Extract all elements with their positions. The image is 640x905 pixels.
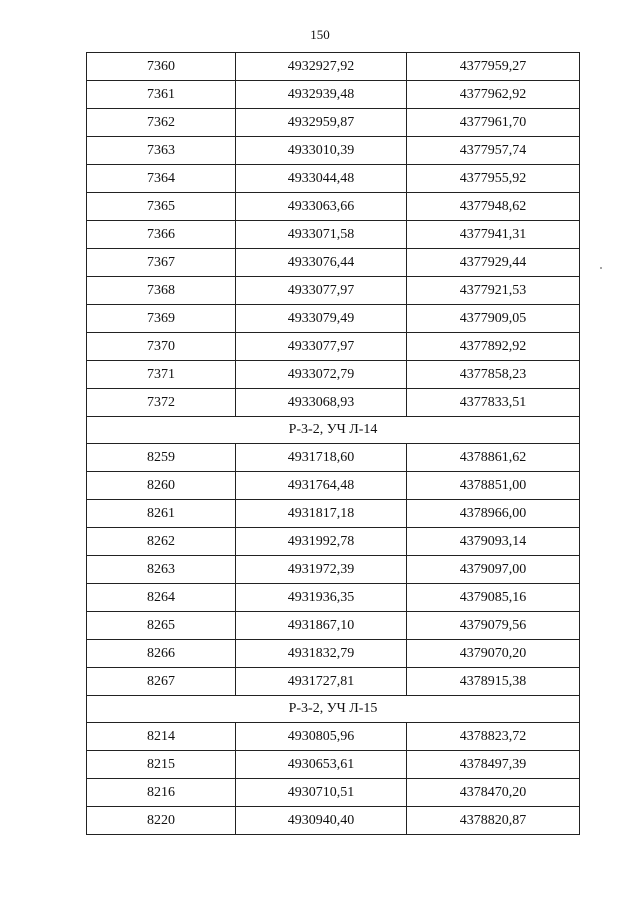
point-number-cell: 7371	[87, 361, 236, 389]
y-coordinate-cell: 4378861,62	[407, 444, 580, 472]
x-coordinate-cell: 4932927,92	[236, 53, 407, 81]
y-coordinate-cell: 4378820,87	[407, 807, 580, 835]
x-coordinate-cell: 4931972,39	[236, 556, 407, 584]
x-coordinate-cell: 4931832,79	[236, 640, 407, 668]
x-coordinate-cell: 4933071,58	[236, 221, 407, 249]
table-row	[87, 584, 580, 612]
point-number-cell: 7363	[87, 137, 236, 165]
y-coordinate-cell: 4379097,00	[407, 556, 580, 584]
y-coordinate-cell: 4377858,23	[407, 361, 580, 389]
point-number-cell: 8264	[87, 584, 236, 612]
y-coordinate-cell: 4377948,62	[407, 193, 580, 221]
point-number-cell: 8267	[87, 668, 236, 696]
point-number-cell: 7364	[87, 165, 236, 193]
point-number-cell: 7368	[87, 277, 236, 305]
point-number-cell: 7365	[87, 193, 236, 221]
point-number-cell: 8263	[87, 556, 236, 584]
point-number-cell: 7362	[87, 109, 236, 137]
point-number-cell: 7369	[87, 305, 236, 333]
section-header-label: Р-3-2, УЧ Л-15	[87, 696, 580, 723]
x-coordinate-cell: 4933044,48	[236, 165, 407, 193]
table-row	[87, 165, 580, 193]
table-row	[87, 500, 580, 528]
table-row	[87, 779, 580, 807]
point-number-cell: 8262	[87, 528, 236, 556]
table-row	[87, 528, 580, 556]
table-row	[87, 361, 580, 389]
point-number-cell: 8220	[87, 807, 236, 835]
table-row	[87, 193, 580, 221]
point-number-cell: 8266	[87, 640, 236, 668]
section-header-row	[87, 417, 580, 444]
x-coordinate-cell: 4930805,96	[236, 723, 407, 751]
y-coordinate-cell: 4378915,38	[407, 668, 580, 696]
y-coordinate-cell: 4379070,20	[407, 640, 580, 668]
y-coordinate-cell: 4378497,39	[407, 751, 580, 779]
y-coordinate-cell: 4379085,16	[407, 584, 580, 612]
x-coordinate-cell: 4932959,87	[236, 109, 407, 137]
coordinates-table-body	[87, 53, 580, 835]
y-coordinate-cell: 4378823,72	[407, 723, 580, 751]
table-row	[87, 249, 580, 277]
x-coordinate-cell: 4931764,48	[236, 472, 407, 500]
point-number-cell: 8259	[87, 444, 236, 472]
x-coordinate-cell: 4933010,39	[236, 137, 407, 165]
x-coordinate-cell: 4931936,35	[236, 584, 407, 612]
table-row	[87, 137, 580, 165]
y-coordinate-cell: 4377909,05	[407, 305, 580, 333]
y-coordinate-cell: 4377955,92	[407, 165, 580, 193]
y-coordinate-cell: 4378470,20	[407, 779, 580, 807]
y-coordinate-cell: 4377962,92	[407, 81, 580, 109]
section-header-row	[87, 696, 580, 723]
y-coordinate-cell: 4378966,00	[407, 500, 580, 528]
table-row	[87, 612, 580, 640]
table-row	[87, 277, 580, 305]
y-coordinate-cell: 4377833,51	[407, 389, 580, 417]
x-coordinate-cell: 4933072,79	[236, 361, 407, 389]
y-coordinate-cell: 4378851,00	[407, 472, 580, 500]
table-row	[87, 807, 580, 835]
x-coordinate-cell: 4931718,60	[236, 444, 407, 472]
point-number-cell: 7361	[87, 81, 236, 109]
x-coordinate-cell: 4931817,18	[236, 500, 407, 528]
y-coordinate-cell: 4377957,74	[407, 137, 580, 165]
x-coordinate-cell: 4932939,48	[236, 81, 407, 109]
table-row	[87, 640, 580, 668]
x-coordinate-cell: 4933079,49	[236, 305, 407, 333]
point-number-cell: 8215	[87, 751, 236, 779]
point-number-cell: 7370	[87, 333, 236, 361]
table-row	[87, 221, 580, 249]
y-coordinate-cell: 4379093,14	[407, 528, 580, 556]
table-row	[87, 81, 580, 109]
x-coordinate-cell: 4931867,10	[236, 612, 407, 640]
table-row	[87, 751, 580, 779]
x-coordinate-cell: 4930710,51	[236, 779, 407, 807]
point-number-cell: 8214	[87, 723, 236, 751]
x-coordinate-cell: 4930653,61	[236, 751, 407, 779]
y-coordinate-cell: 4377961,70	[407, 109, 580, 137]
table-row	[87, 556, 580, 584]
y-coordinate-cell: 4379079,56	[407, 612, 580, 640]
y-coordinate-cell: 4377929,44	[407, 249, 580, 277]
point-number-cell: 8216	[87, 779, 236, 807]
scan-speck	[600, 267, 602, 269]
table-row	[87, 444, 580, 472]
coordinates-table	[86, 52, 580, 835]
table-row	[87, 305, 580, 333]
table-row	[87, 472, 580, 500]
point-number-cell: 7372	[87, 389, 236, 417]
x-coordinate-cell: 4930940,40	[236, 807, 407, 835]
y-coordinate-cell: 4377959,27	[407, 53, 580, 81]
x-coordinate-cell: 4931727,81	[236, 668, 407, 696]
x-coordinate-cell: 4933077,97	[236, 277, 407, 305]
y-coordinate-cell: 4377921,53	[407, 277, 580, 305]
point-number-cell: 7366	[87, 221, 236, 249]
table-row	[87, 53, 580, 81]
table-row	[87, 668, 580, 696]
x-coordinate-cell: 4933076,44	[236, 249, 407, 277]
table-row	[87, 389, 580, 417]
table-row	[87, 109, 580, 137]
point-number-cell: 8265	[87, 612, 236, 640]
y-coordinate-cell: 4377941,31	[407, 221, 580, 249]
x-coordinate-cell: 4933077,97	[236, 333, 407, 361]
point-number-cell: 8260	[87, 472, 236, 500]
x-coordinate-cell: 4931992,78	[236, 528, 407, 556]
section-header-label: Р-3-2, УЧ Л-14	[87, 417, 580, 444]
point-number-cell: 7367	[87, 249, 236, 277]
table-row	[87, 723, 580, 751]
point-number-cell: 7360	[87, 53, 236, 81]
x-coordinate-cell: 4933063,66	[236, 193, 407, 221]
x-coordinate-cell: 4933068,93	[236, 389, 407, 417]
table-row	[87, 333, 580, 361]
y-coordinate-cell: 4377892,92	[407, 333, 580, 361]
point-number-cell: 8261	[87, 500, 236, 528]
page-number: 150	[310, 27, 330, 42]
